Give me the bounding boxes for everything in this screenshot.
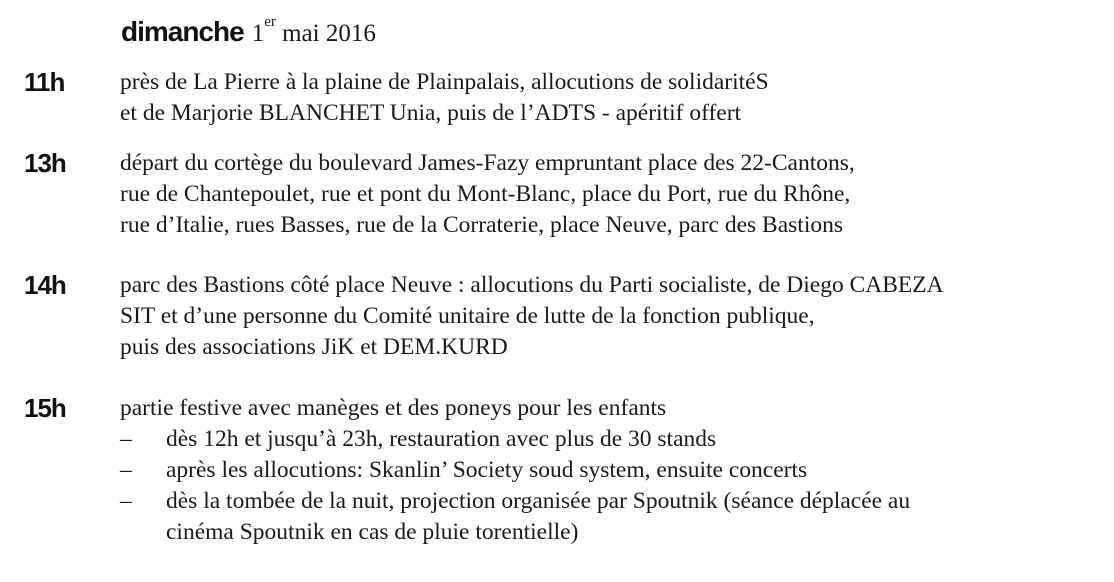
day-name: dimanche [121,16,244,47]
entry-line: rue d’Italie, rues Basses, rue de la Corraterie, place Neuve, parc des Bastions [120,212,843,238]
date-text [251,14,376,47]
entry-line: partie festive avec manèges et des poneys pour les enfants [120,395,667,421]
entry-description [120,393,910,548]
entry-line: parc des Bastions côté place Neuve : allocutions du Parti socialiste, de Diego CABEZA [120,272,944,298]
bullet-item [120,486,910,517]
bullet-item [120,455,910,486]
date-ordinal: er [264,14,276,30]
bullet-dash: – [120,426,132,452]
entry-line: puis des associations JiK et DEM.KURD [120,334,508,360]
bullet-continuation: cinéma Spoutnik en cas de pluie torentielle) [166,519,579,545]
entry-time: 13h [24,148,66,178]
date-number: 1 [251,20,265,47]
date-month-year: mai 2016 [282,20,376,47]
entry-description [120,148,855,241]
entry-line: près de La Pierre à la plaine de Plainpalais, allocutions de solidaritéS [120,69,769,95]
entry-line: départ du cortège du boulevard James-Fazy empruntant place des 22-Cantons, [120,150,855,176]
entry-time: 15h [24,393,66,423]
entry-line: et de Marjorie BLANCHET Unia, puis de l’ADTS - apéritif offert [120,100,742,126]
entry-description [120,270,944,363]
entry-line: SIT et d’une personne du Comité unitaire de lutte de la fonction publique, [120,303,815,329]
bullet-dash: – [120,488,132,514]
entry-time: 14h [24,270,66,300]
bullet-text: dès la tombée de la nuit, projection organisée par Spoutnik (séance déplacée au [166,488,911,514]
bullet-item [120,424,910,455]
entry-description [120,67,769,129]
entry-time: 11h [24,67,65,97]
bullet-dash: – [120,457,132,483]
entry-line: rue de Chantepoulet, rue et pont du Mont-Blanc, place du Port, rue du Rhône, [120,181,851,207]
bullet-text: dès 12h et jusqu’à 23h, restauration avec plus de 30 stands [166,426,717,452]
date-header [121,16,376,48]
bullet-text: après les allocutions: Skanlin’ Society soud system, ensuite concerts [166,457,808,483]
